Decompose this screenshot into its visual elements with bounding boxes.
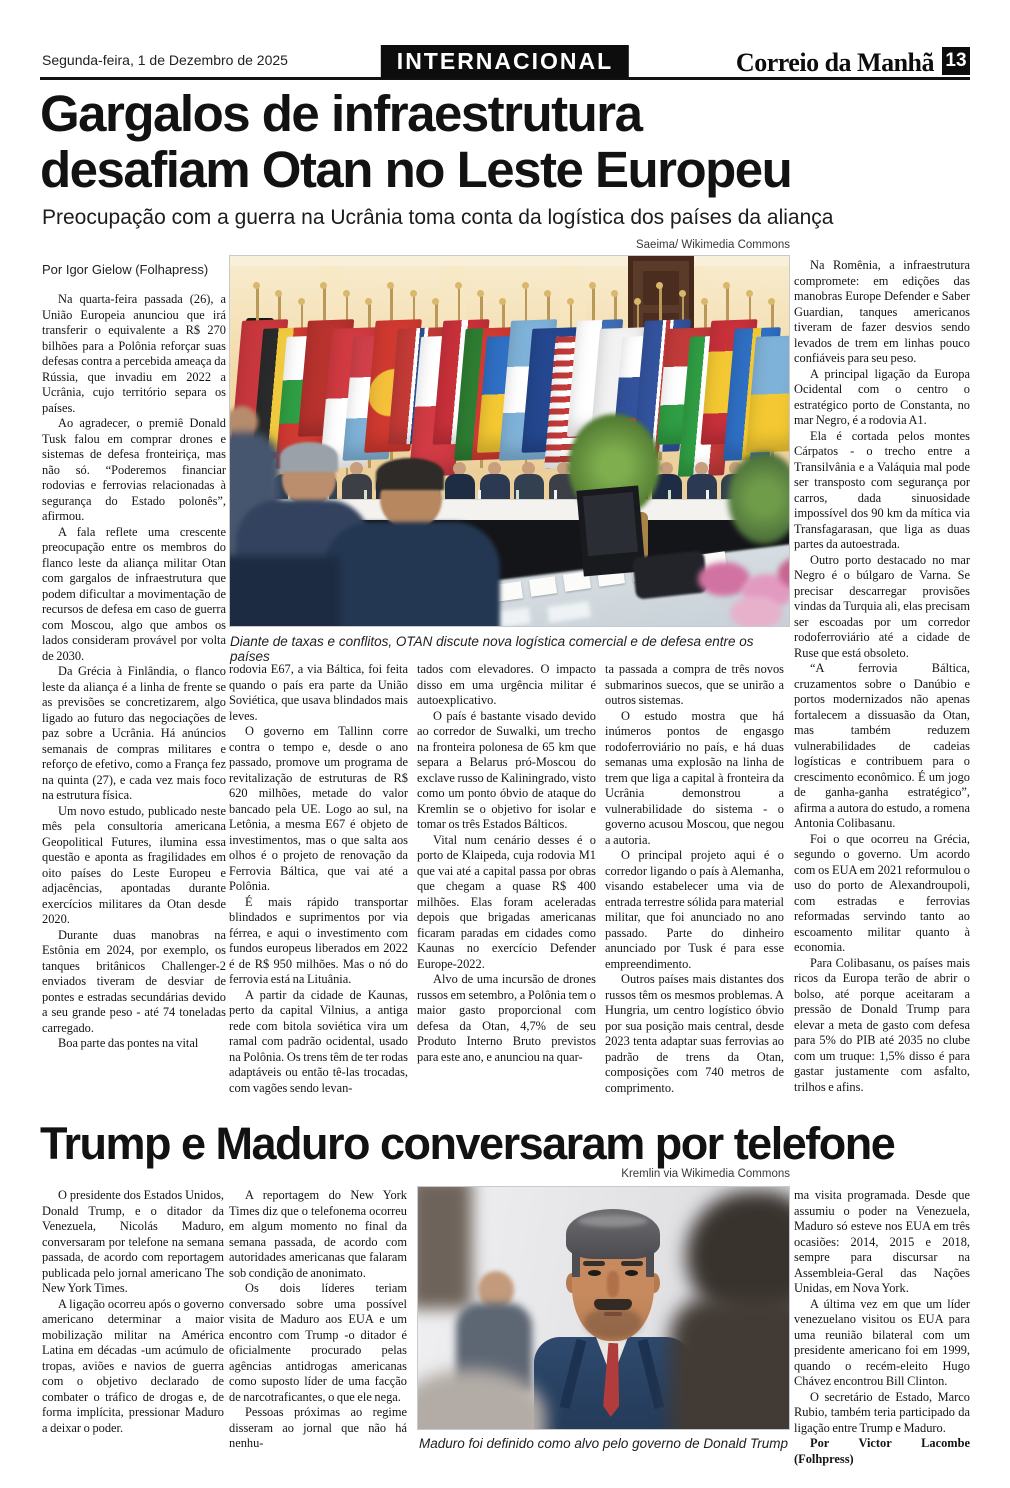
foreground-hair-gray	[280, 442, 338, 472]
flag-finial	[589, 282, 596, 289]
flag-finial	[477, 290, 484, 297]
newspaper-masthead: Correio da Manhã	[735, 48, 934, 77]
article1-photo-caption: Diante de taxas e conflitos, OTAN discute nova logística comercial e de defesa entre os países	[230, 634, 754, 664]
maduro-photo	[417, 1186, 790, 1430]
column-paragraphs	[42, 1188, 224, 1436]
flag-finial	[701, 298, 708, 305]
water-bottle	[516, 490, 519, 499]
paragraph: Outros países mais distantes dos russos têm os mesmos problemas. A Hungria, um centro logístico óbvio por sua posição mais central, desde 2023 tenta adaptar suas ferrovias ao padrão de trens da Otan, composições com 740 metros de comprimento.	[605, 972, 784, 1095]
paragraph: Ela é cortada pelos montes Cárpatos - o trecho entre a Transilvânia e a Valáquia mal pode ser transposto com segurança por carros, dada sinuosidade impossível dos 90 km da mítica via Transfagarasan, que liga as duas partes da autoestrada.	[794, 428, 970, 551]
flag-finial	[679, 290, 686, 297]
flag-finial	[298, 298, 305, 305]
paragraph: A fala reflete uma crescente preocupação entre os membros do flanco leste da aliança militar Otan com gargalos de infraestrutura que podem dificultar a movimentação de recursos de defesa em caso de guerra com Moscou, algo que ambos os lados consideram provável por volta de 2030.	[42, 524, 226, 663]
maduro-hair-streak	[578, 1215, 648, 1227]
article2-column-1	[42, 1188, 224, 1482]
maduro-eye	[625, 1270, 638, 1276]
water-bottle	[364, 490, 367, 499]
column-paragraphs	[229, 1188, 407, 1452]
paragraph: O principal projeto aqui é o corredor ligando o país à Alemanha, visando estabelecer uma via de entrada terrestre sólida para material militar, que foi anunciado no ano passado. Parte do dinheiro anunciado por Tusk é para esse empreendimento.	[605, 848, 784, 971]
foreground-right-shoulder	[670, 1297, 790, 1430]
article2-column-2	[229, 1188, 407, 1482]
maduro-mustache	[594, 1299, 632, 1310]
paragraph: Os dois líderes teriam conversado sobre uma possível visita de Maduro aos EUA e um encontro com Trump -o ditador é oficialmente procurado pelas agências antidrogas americanas como suposto líder de uma facção de narcotraficantes, o que ele nega.	[229, 1281, 407, 1404]
delegate-body	[687, 474, 717, 501]
flag-finial	[275, 290, 282, 297]
maduro-mouth	[604, 1312, 622, 1316]
page-number: 13	[942, 47, 970, 75]
paragraph: Outro porto destacado no mar Negro é o búlgaro de Varna. Se precisar descarregar provisões vindas da Turquia ali, elas precisam ser escoadas por um corredor rodoferroviário até a cidade de Ruse que está obsoleto.	[794, 552, 970, 660]
paragraph: Foi o que ocorreu na Grécia, segundo o governo. Um acordo com os EUA em 2021 reformulou o uso do porto de Alexandroupoli, com estradas e ferrovias reformadas servindo tanto ao escoamento militar quanto à economia.	[794, 831, 970, 954]
paragraph: “A ferrovia Báltica, cruzamentos sobre o Danúbio e portos modernizados não apenas fortalecem a dissuasão da Otan, mas também reduzem vulnerabilidades de cadeias logísticas e contribuem para o crescimento econômico. É um jogo de ganha-ganha estratégico”, afirma a autora do estudo, a romena Antonia Colibasanu.	[794, 661, 970, 830]
article1-headline-line2: desafiam Otan no Leste Europeu	[40, 141, 792, 198]
flag-finial	[253, 282, 260, 289]
paragraph: Vital num cenário desses é o porto de Klaipeda, cuja rodovia M1 que vai até a capital passa por obras que chegam a quase R$ 400 milhões. Elas foram aceleradas depois que brigadas americanas ficaram paradas em cidades como Kaunas no exercício Defender Europe-2022.	[417, 832, 596, 971]
flag-finial	[522, 282, 529, 289]
flag-finial	[387, 282, 394, 289]
otan-meeting-photo	[229, 255, 790, 627]
paragraph: Na quarta-feira passada (26), a União Europeia anunciou que irá transferir o equivalente a R$ 270 bilhões para a Polônia reforçar suas defesas contra a percebida ameaça da Rússia, que invadiu em 2022 a Ucrânia, cujo território separa os países.	[42, 292, 226, 415]
flag-finial	[499, 298, 506, 305]
audio-gear	[632, 550, 708, 599]
article1-headline-line1: Gargalos de infraestrutura	[40, 85, 642, 142]
flag-finial	[611, 290, 618, 297]
column-paragraphs	[605, 662, 784, 1096]
paragraph: Da Grécia à Finlândia, o flanco leste da aliança é a linha de frente se as previsões se concretizarem, algo ligado ao futuro das negociações de paz sobre a Ucrânia. Há anúncios semanais de compras militares e reforço de efetivo, como a França fez na quinta (27), e cada vez mais foco na estrutura física.	[42, 664, 226, 802]
article1-subheadline: Preocupação com a guerra na Ucrânia toma conta da logística dos países da aliança	[42, 206, 834, 229]
ceiling-strip	[230, 256, 789, 266]
article1-column-5	[794, 258, 970, 1110]
background-blur-left	[417, 1186, 472, 1309]
article1-byline: Por Igor Gielow (Folhapress)	[42, 262, 209, 277]
flag-finial	[723, 282, 730, 289]
maduro-eyebrow	[621, 1261, 643, 1266]
water-bottle	[554, 490, 557, 499]
delegate-body	[342, 474, 372, 501]
paragraph: A ligação ocorreu após o governo americano determinar a maior mobilização militar na América Latina em décadas -um acúmulo de tropas, aviões e navios de guerra com o objetivo declarado de combater o tráfico de drogas e, de forma implícita, pressionar Maduro a deixar o poder.	[42, 1296, 224, 1435]
paragraph: tados com elevadores. O impacto disso em uma urgência militar é autoexplicativo.	[417, 662, 596, 707]
flowers	[730, 596, 782, 627]
article1-column-2	[229, 662, 408, 1108]
paragraph: A última vez em que um líder venezuelano visitou os EUA para uma reunião bilateral com um presidente americano foi em 1999, quando o recém-eleito Hugo Chávez encontrou Bill Clinton.	[794, 1296, 970, 1388]
paragraph: ta passada a compra de três novos submarinos suecos, que se unirão a outros sistemas.	[605, 662, 784, 707]
foreground-shoulder	[229, 556, 340, 627]
paragraph: O secretário de Estado, Marco Rubio, também teria participado da ligação entre Trump e Maduro.	[794, 1389, 970, 1435]
paragraph: Na Romênia, a infraestrutura compromete: em edições das manobras Europe Defender e Saber Guardian, tanques americanos tiveram de fazer desvios sendo levados de trem em linhas pouco confiáveis para seu peso.	[794, 258, 970, 365]
flag-finial	[432, 298, 439, 305]
article1-column-4	[605, 662, 784, 1108]
paragraph: O país é bastante visado devido ao corredor de Suwalki, um trecho na fronteira polonesa de 65 km que separa a Belarus pró-Moscou do exclave russo de Kaliningrado, visto como um ponto óbvio de ataque do Kremlin se o objetivo for isolar e tomar os três Estados Bálticos.	[417, 708, 596, 831]
column-paragraphs	[794, 1188, 970, 1436]
dateline: Segunda-feira, 1 de Dezembro de 2025	[42, 52, 288, 68]
paragraph: A principal ligação da Europa Ocidental com o centro o estratégico porto de Constanta, no mar Negro, é a rodovia A1.	[794, 366, 970, 427]
section-label: INTERNACIONAL	[381, 45, 629, 78]
maduro-nose	[607, 1271, 619, 1297]
paragraph: É mais rápido transportar blindados e suprimentos por via férrea, e aqui o investimento com fundos europeus liberados em 2022 é de R$ 950 milhões. Mas o nó do ferrovia está na Lituânia.	[229, 894, 408, 986]
paragraph: O governo em Tallinn corre contra o tempo e, desde o ano passado, promove um programa de revitalização de estruturas de R$ 620 milhões, metade do valor bancado pela UE. Logo ao sul, na Letônia, a mesma E67 é objeto de investimentos, mas o que salta aos olhos é o projeto de renovação da Ferrovia Báltica, que vai até a Polônia.	[229, 724, 408, 893]
article2-column-3	[794, 1188, 970, 1486]
maduro-eyebrow	[583, 1261, 605, 1266]
flag-finial	[746, 290, 753, 297]
monitor-screen	[583, 492, 638, 556]
article2-headline: Trump e Maduro conversaram por telefone	[40, 1118, 895, 1169]
name-card	[529, 576, 557, 596]
paragraph: O estudo mostra que há inúmeros pontos de engasgo rodoferroviário no país, e há duas semanas uma explosão na linha de trem que liga a capital à fronteira da Ucrânia demonstrou a vulnerabilidade do sistema - o governo acusou Moscou, que negou a autoria.	[605, 708, 784, 847]
maduro-sideburn	[646, 1251, 654, 1277]
paragraph: Um novo estudo, publicado neste mês pela consultoria americana Geopolitical Futures, ilumina essa questão e aponta as fragilidades em oito países do Leste Europeu e adjacências, apontadas durante exercícios militares da Otan desde 2020.	[42, 803, 226, 926]
article1-column-1	[42, 292, 226, 1107]
column-paragraphs	[794, 258, 970, 1095]
flag-finial	[455, 282, 462, 289]
paragraph: A partir da cidade de Kaunas, perto da capital Vilnius, a antiga rede com bitola soviética vira um ramal com padrão ocidental, usado na Polônia. Os trens têm de ter rodas adaptáveis ou então tê-las trocadas, com vagões sendo levan-	[229, 987, 408, 1095]
paragraph: A reportagem do New York Times diz que o telefonema ocorreu em algum momento no final da semana passada, de acordo com autoridades americanas que falaram sob condição de anonimato.	[229, 1188, 407, 1280]
flag-finial	[365, 298, 372, 305]
article1-photo-credit: Saeima/ Wikimedia Commons	[635, 239, 790, 251]
article2-photo-caption: Maduro foi definido como alvo pelo governo de Donald Trump	[419, 1436, 788, 1451]
water-bottle	[706, 490, 709, 499]
column-paragraphs	[42, 292, 226, 1052]
paragraph: Pessoas próximas ao regime disseram ao jornal que não há nenhu-	[229, 1405, 407, 1450]
paragraph: rodovia E67, a via Báltica, foi feita quando o país era parte da União Soviética, que usava blindados mais leves.	[229, 662, 408, 723]
paragraph: ma visita programada. Desde que assumiu o poder na Venezuela, Maduro só esteve nos EUA em três ocasiões: 2014, 2015 e 2018, sempre para discursar na Assembleia-Geral das Nações Unidas, em Nova York.	[794, 1188, 970, 1295]
flag-finial	[544, 290, 551, 297]
article1-headline	[40, 86, 985, 198]
paragraph: Ao agradecer, o premiê Donald Tusk falou em comprar drones e sistemas de defesa fronteiriça, mas não só. “Poderemos financiar rodovias e ferrovias relacionadas à segurança do Estado polonês”, afirmou.	[42, 416, 226, 523]
paragraph: Boa parte das pontes na vital	[58, 1036, 199, 1050]
foreground-body	[324, 522, 500, 627]
flag-finial	[567, 298, 574, 305]
column-paragraphs	[229, 662, 408, 1096]
article2-byline: Por Victor Lacombe (Folhpress)	[794, 1436, 970, 1466]
foreground-hair-dark	[376, 458, 444, 490]
maduro-eye	[588, 1270, 601, 1276]
plant-foliage	[728, 452, 790, 544]
water-bottle	[668, 490, 671, 499]
flag-finial	[343, 290, 350, 297]
paragraph: Para Colibasanu, os países mais ricos da Europa terão de abrir o bolso, até porque aceitaram a pressão de Donald Trump para elevar a meta de gasto com defesa para 5% do PIB até 2035 no clube com um truque: 1,5% disso é para gastar justamente com asfalto, trilhos e afins.	[794, 955, 970, 1094]
flag-finial	[634, 298, 641, 305]
flag-finial	[768, 298, 775, 305]
article2-photo-credit: Kremlin via Wikimedia Commons	[621, 1168, 790, 1180]
paragraph: Alvo de uma incursão de drones russos em setembro, a Polônia tem o maior gasto proporcional com defesa da Otan, 4,7% de seu Produto Interno Bruto previstos para este ano, e anunciou na quar-	[417, 972, 596, 1064]
article1-column-3	[417, 662, 596, 1108]
delegate-body	[480, 474, 510, 501]
column-paragraphs	[417, 662, 596, 1065]
paragraph: Durante duas manobras na Estônia em 2024, por exemplo, os tanques britânicos Challenger-2 enviados tiveram de desviar de pontes e estradas secundárias devido a seu grande peso - até 74 toneladas carregado.	[42, 927, 226, 1035]
maduro-sideburn	[572, 1251, 580, 1277]
delegate-body	[445, 474, 475, 501]
water-bottle	[478, 490, 481, 499]
flag-finial	[410, 290, 417, 297]
paragraph: O presidente dos Estados Unidos, Donald Trump, e o ditador da Venezuela, Nicolás Maduro, conversaram por telefone na semana passada, de acordo com reportagem publicada pelo jornal americano The New York Times.	[42, 1188, 224, 1295]
